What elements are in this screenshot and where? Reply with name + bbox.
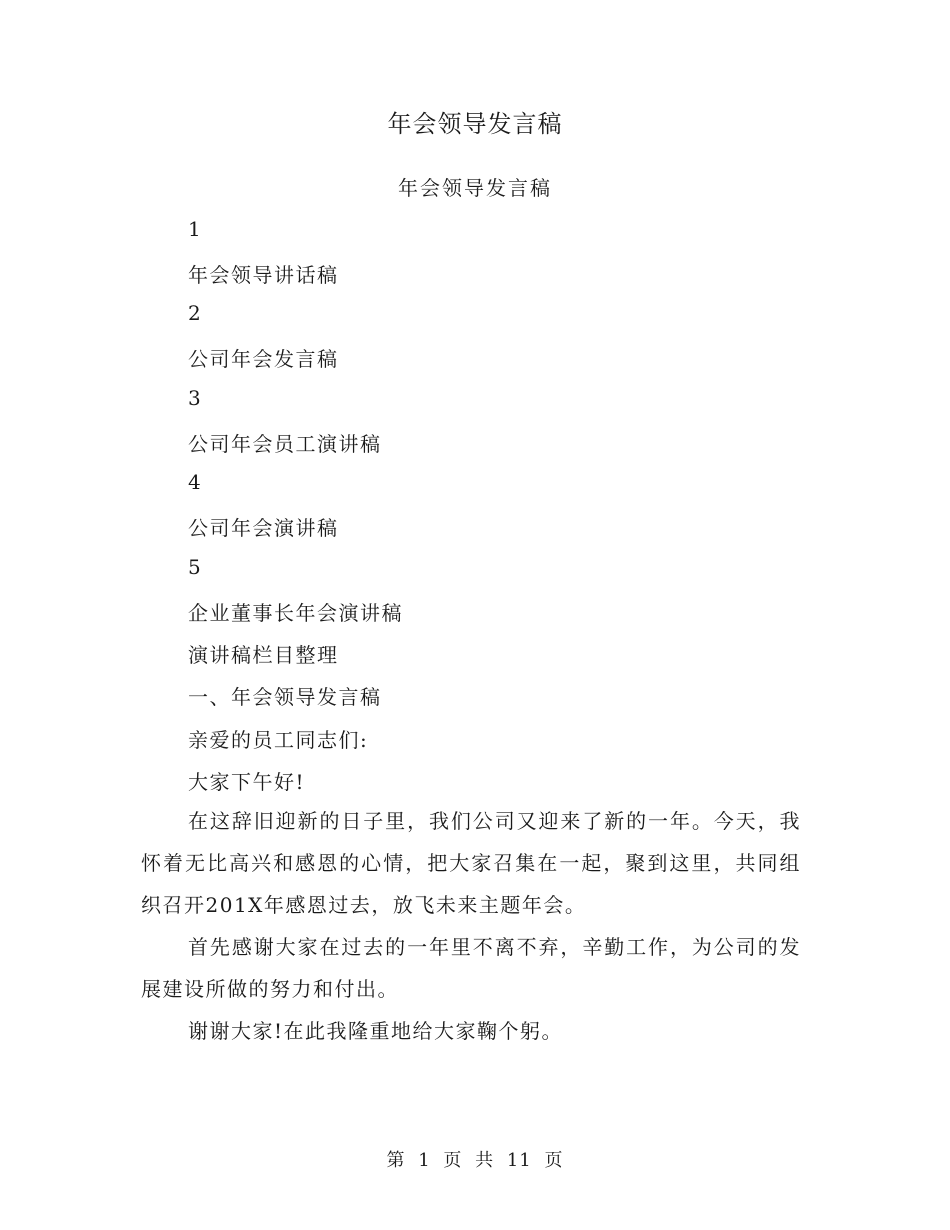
document-title: 年会领导发言稿 [387, 110, 563, 138]
section-heading: 一、年会领导发言稿 [188, 685, 382, 709]
body-paragraph-1: 在这辞旧迎新的日子里，我们公司又迎来了新的一年。今天，我怀着无比高兴和感恩的心情，把大家召集在一起，聚到这里，共同组织召开201X年感恩过去，放飞未来主题年会。 [141, 809, 801, 917]
toc-label-5: 企业董事长年会演讲稿 [188, 601, 403, 625]
column-note: 演讲稿栏目整理 [188, 643, 339, 667]
toc-label-3: 公司年会员工演讲稿 [188, 432, 382, 456]
salutation: 亲爱的员工同志们: [188, 728, 369, 752]
page-footer: 第 1 页 共 11 页 [386, 1150, 564, 1171]
toc-number-2: 2 [188, 301, 203, 325]
toc-label-1: 年会领导讲话稿 [188, 263, 339, 287]
body-paragraph-2: 首先感谢大家在过去的一年里不离不弃，辛勤工作，为公司的发展建设所做的努力和付出。 [141, 935, 801, 1001]
toc-label-2: 公司年会发言稿 [188, 347, 339, 371]
toc-number-4: 4 [188, 470, 203, 494]
toc-number-1: 1 [188, 217, 203, 241]
toc-number-3: 3 [188, 386, 203, 410]
body-paragraph-3: 谢谢大家!在此我隆重地给大家鞠个躬。 [188, 1019, 564, 1043]
document-subtitle: 年会领导发言稿 [398, 176, 552, 200]
toc-number-5: 5 [188, 555, 203, 579]
greeting: 大家下午好! [188, 770, 306, 794]
toc-label-4: 公司年会演讲稿 [188, 516, 339, 540]
